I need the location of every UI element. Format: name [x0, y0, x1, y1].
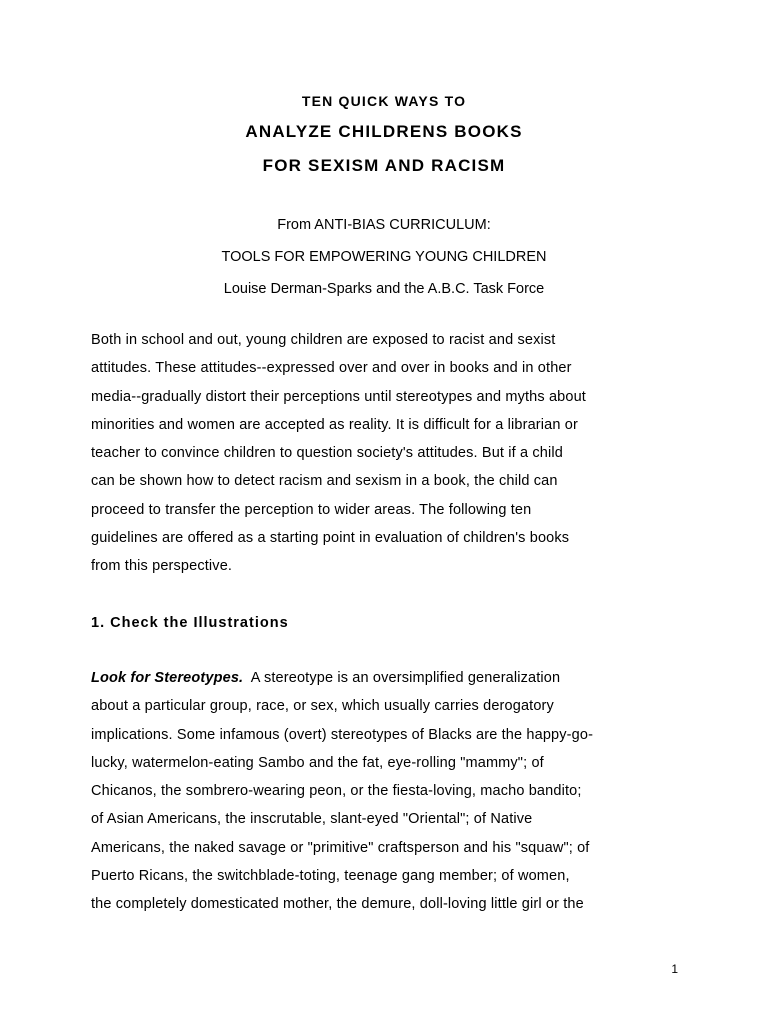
- section-1-line: Americans, the naked savage or "primitive" craftsperson and his "squaw"; of: [91, 839, 590, 856]
- section-1-line: implications. Some infamous (overt) stereotypes of Blacks are the happy-go-: [91, 726, 594, 743]
- title-line-1: TEN QUICK WAYS TO: [301, 93, 467, 109]
- section-1-first-line-rest: A stereotype is an oversimplified generalization: [243, 670, 561, 686]
- intro-line: media--gradually distort their perceptions until stereotypes and myths about: [91, 388, 586, 405]
- section-1-line: about a particular group, race, or sex, which usually carries derogatory: [91, 698, 554, 715]
- section-1-paragraph: [91, 664, 691, 918]
- section-1-line: lucky, watermelon-eating Sambo and the fat, eye-rolling "mammy"; of: [91, 754, 544, 771]
- intro-line: minorities and women are accepted as reality. It is difficult for a librarian or: [91, 416, 578, 433]
- title-line-2: ANALYZE CHILDRENS BOOKS: [245, 122, 523, 141]
- source-line-1: From ANTI-BIAS CURRICULUM:: [277, 217, 491, 233]
- section-1-line: the completely domesticated mother, the demure, doll-loving little girl or the: [91, 896, 584, 912]
- source-line-2: TOOLS FOR EMPOWERING YOUNG CHILDREN: [221, 249, 547, 265]
- section-1-line: Chicanos, the sombrero-wearing peon, or the fiesta-loving, macho bandito;: [91, 783, 582, 799]
- section-1-lead: Look for Stereotypes.: [91, 670, 244, 686]
- intro-line: proceed to transfer the perception to wider areas. The following ten: [91, 501, 532, 518]
- intro-paragraph: [91, 326, 691, 580]
- intro-line: guidelines are offered as a starting point in evaluation of children's books: [91, 529, 570, 546]
- title-line-3: FOR SEXISM AND RACISM: [262, 156, 506, 175]
- intro-line: can be shown how to detect racism and sexism in a book, the child can: [91, 473, 558, 490]
- page-number: 1: [671, 962, 678, 976]
- source-citation: [0, 214, 768, 300]
- section-1-first-line: [91, 664, 691, 692]
- intro-line: Both in school and out, young children are exposed to racist and sexist: [91, 332, 556, 348]
- intro-line: from this perspective.: [91, 558, 233, 574]
- intro-line: teacher to convince children to question society's attitudes. But if a child: [91, 445, 563, 461]
- intro-line: attitudes. These attitudes--expressed over and over in books and in other: [91, 360, 572, 377]
- section-1-line: Puerto Ricans, the switchblade-toting, teenage gang member; of women,: [91, 867, 570, 884]
- section-1-line: of Asian Americans, the inscrutable, slant-eyed "Oriental"; of Native: [91, 811, 533, 828]
- section-heading-1: 1. Check the Illustrations: [91, 615, 289, 631]
- source-line-3: Louise Derman-Sparks and the A.B.C. Task Force: [223, 281, 545, 297]
